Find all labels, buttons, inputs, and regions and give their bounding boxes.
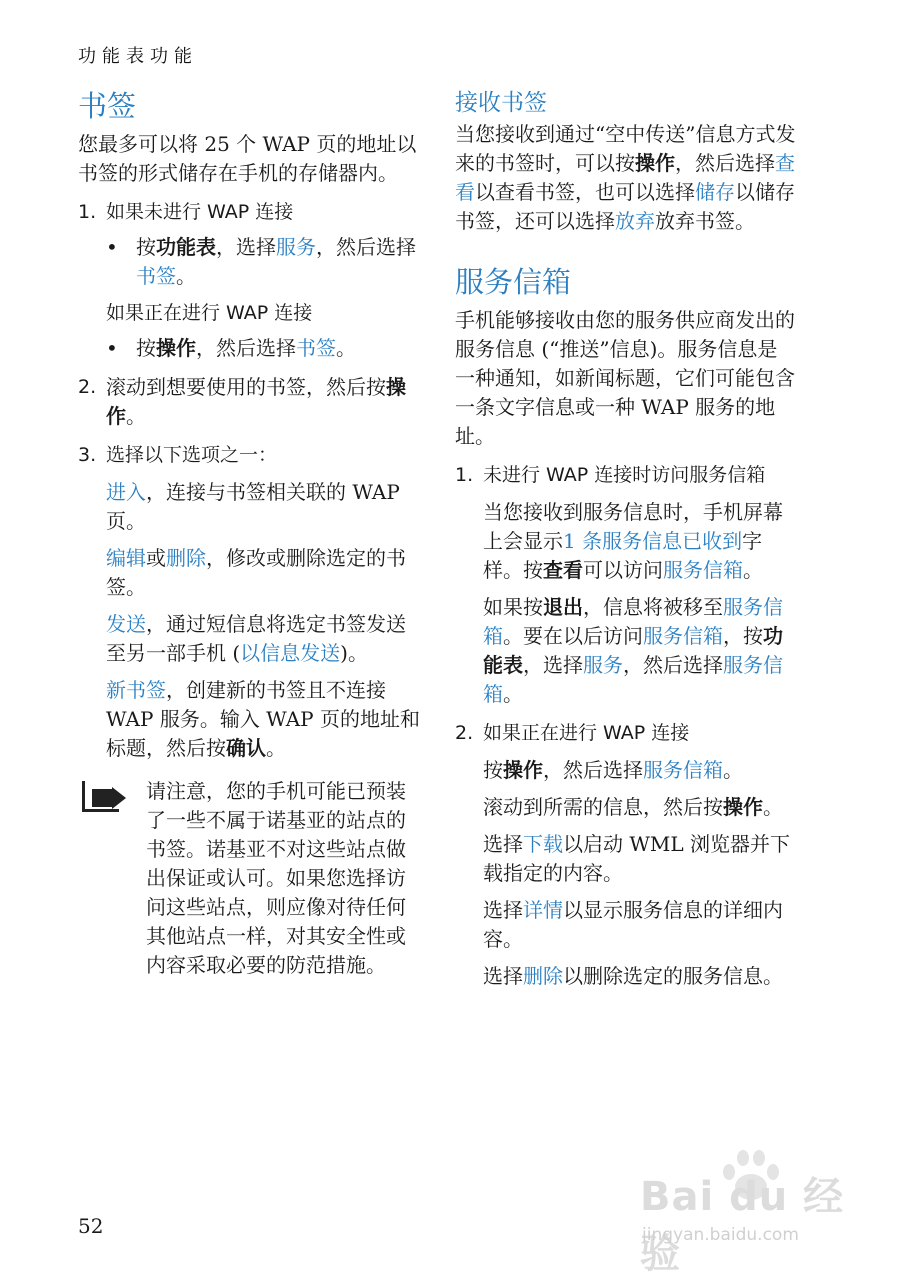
step-text: 未进行 WAP 连接时访问服务信箱 — [483, 464, 766, 486]
menu-link: 以信息发送 — [240, 641, 341, 665]
menu-link: 放弃 — [615, 209, 655, 233]
step-number: 2. — [455, 722, 474, 744]
bullet-item — [78, 233, 420, 291]
step-text: 如果未进行 WAP 连接 — [106, 201, 294, 223]
step-3 — [78, 441, 420, 470]
key-label: 功能表 — [156, 235, 216, 259]
watermark-brand: Bai du 经验 — [640, 1174, 845, 1277]
bullet-text: 按功能表，选择服务，然后选择书签。 — [136, 235, 416, 288]
step-paragraph: 选择删除以删除选定的服务信息。 — [483, 964, 783, 988]
key-label: 操作 — [106, 375, 406, 428]
running-header: 功能表功能 — [78, 46, 198, 67]
menu-link: 服务 — [583, 653, 623, 677]
step-number: 1. — [455, 464, 474, 486]
baidu-watermark — [640, 1140, 870, 1277]
option-open: 进入，连接与书签相关联的 WAP 页。 — [106, 480, 400, 533]
menu-link: 删除 — [523, 964, 563, 988]
menu-link: 详情 — [523, 898, 563, 922]
left-column — [78, 88, 420, 980]
key-label: 操作 — [635, 151, 675, 175]
section-title-service-inbox: 服务信箱 — [455, 265, 572, 299]
menu-link: 储存 — [695, 180, 735, 204]
menu-link: 服务信箱 — [483, 595, 783, 648]
key-label: 功能表 — [483, 624, 783, 677]
step-text: 选择以下选项之一： — [106, 444, 278, 466]
key-label: 退出 — [543, 595, 583, 619]
key-label: 操作 — [723, 795, 763, 819]
note-text: 请注意，您的手机可能已预装了一些不属于诺基亚的站点的书签。诺基亚不对这些站点做出保证或认可。如果您选择访问这些站点，则应像对待任何其他站点一样，对其安全性或内容采取必要的防范措施。 — [146, 779, 406, 977]
note-box — [78, 777, 420, 980]
key-label: 操作 — [503, 758, 543, 782]
key-label: 查看 — [543, 558, 583, 582]
step-1 — [455, 461, 797, 490]
watermark-url: jingyan.baidu.com — [642, 1225, 799, 1245]
right-column — [455, 88, 797, 991]
option-send: 发送，通过短信息将选定书签发送至另一部手机 (以信息发送)。 — [106, 612, 406, 665]
menu-link: 查看 — [455, 151, 795, 204]
step-text: 滚动到想要使用的书签，然后按操作。 — [106, 375, 406, 428]
receive-bookmarks-text: 当您接收到通过“空中传送”信息方式发来的书签时，可以按操作，然后选择查看以查看书签，也可以选择储存以储存书签，还可以选择放弃放弃书签。 — [455, 122, 796, 233]
step-number: 2. — [78, 376, 97, 398]
step-text: 如果正在进行 WAP 连接 — [483, 722, 690, 744]
step-2 — [455, 719, 797, 748]
menu-link: 服务信箱 — [643, 624, 723, 648]
menu-link: 编辑 — [106, 546, 146, 570]
option-edit-delete: 编辑或删除，修改或删除选定的书签。 — [106, 546, 406, 599]
step-paragraph: 选择下载以启动 WML 浏览器并下载指定的内容。 — [483, 832, 791, 885]
step-paragraph: 按操作，然后选择服务信箱。 — [483, 758, 743, 782]
option-new-bookmark: 新书签，创建新的书签且不连接 WAP 服务。输入 WAP 页的地址和标题，然后按确认。 — [106, 678, 420, 760]
key-label: 操作 — [156, 336, 196, 360]
menu-link: 新书签 — [106, 678, 166, 702]
note-hand-icon — [78, 777, 146, 817]
key-label: 确认 — [226, 736, 266, 760]
menu-link: 书签 — [296, 336, 336, 360]
menu-link: 服务信箱 — [483, 653, 783, 706]
step-1 — [78, 198, 420, 227]
service-inbox-intro: 手机能够接收由您的服务供应商发出的服务信息 (“推送”信息)。服务信息是一种通知，如新闻标题，它们可能包含一条文字信息或一种 WAP 服务的地址。 — [455, 308, 795, 448]
menu-link: 发送 — [106, 612, 146, 636]
menu-link: 1 条服务信息已收到 — [563, 529, 743, 553]
menu-link: 服务信箱 — [643, 758, 723, 782]
bullet-item — [78, 334, 420, 363]
section-title-bookmarks: 书签 — [78, 89, 137, 123]
step-paragraph: 如果按退出，信息将被移至服务信箱。要在以后访问服务信箱，按功能表，选择服务，然后选择服务信箱。 — [483, 595, 783, 706]
menu-link: 服务信箱 — [663, 558, 743, 582]
menu-link: 书签 — [136, 264, 176, 288]
page-number: 52 — [78, 1214, 104, 1238]
menu-link: 进入 — [106, 480, 146, 504]
bookmarks-intro: 您最多可以将 25 个 WAP 页的地址以书签的形式储存在手机的存储器内。 — [78, 132, 417, 185]
menu-link: 删除 — [166, 546, 206, 570]
bullet-dot: • — [106, 235, 118, 259]
step-2 — [78, 373, 420, 431]
step-number: 3. — [78, 444, 97, 466]
step-alt-condition: 如果正在进行 WAP 连接 — [106, 302, 313, 324]
step-paragraph: 滚动到所需的信息，然后按操作。 — [483, 795, 783, 819]
section-title-receive-bookmarks: 接收书签 — [455, 90, 547, 116]
step-number: 1. — [78, 201, 97, 223]
step-paragraph: 选择详情以显示服务信息的详细内容。 — [483, 898, 783, 951]
menu-link: 服务 — [276, 235, 316, 259]
step-paragraph: 当您接收到服务信息时，手机屏幕上会显示1 条服务信息已收到字样。按查看可以访问服务信箱。 — [483, 500, 783, 582]
menu-link: 下载 — [523, 832, 563, 856]
bullet-text: 按操作，然后选择书签。 — [136, 336, 356, 360]
bullet-dot: • — [106, 336, 118, 360]
